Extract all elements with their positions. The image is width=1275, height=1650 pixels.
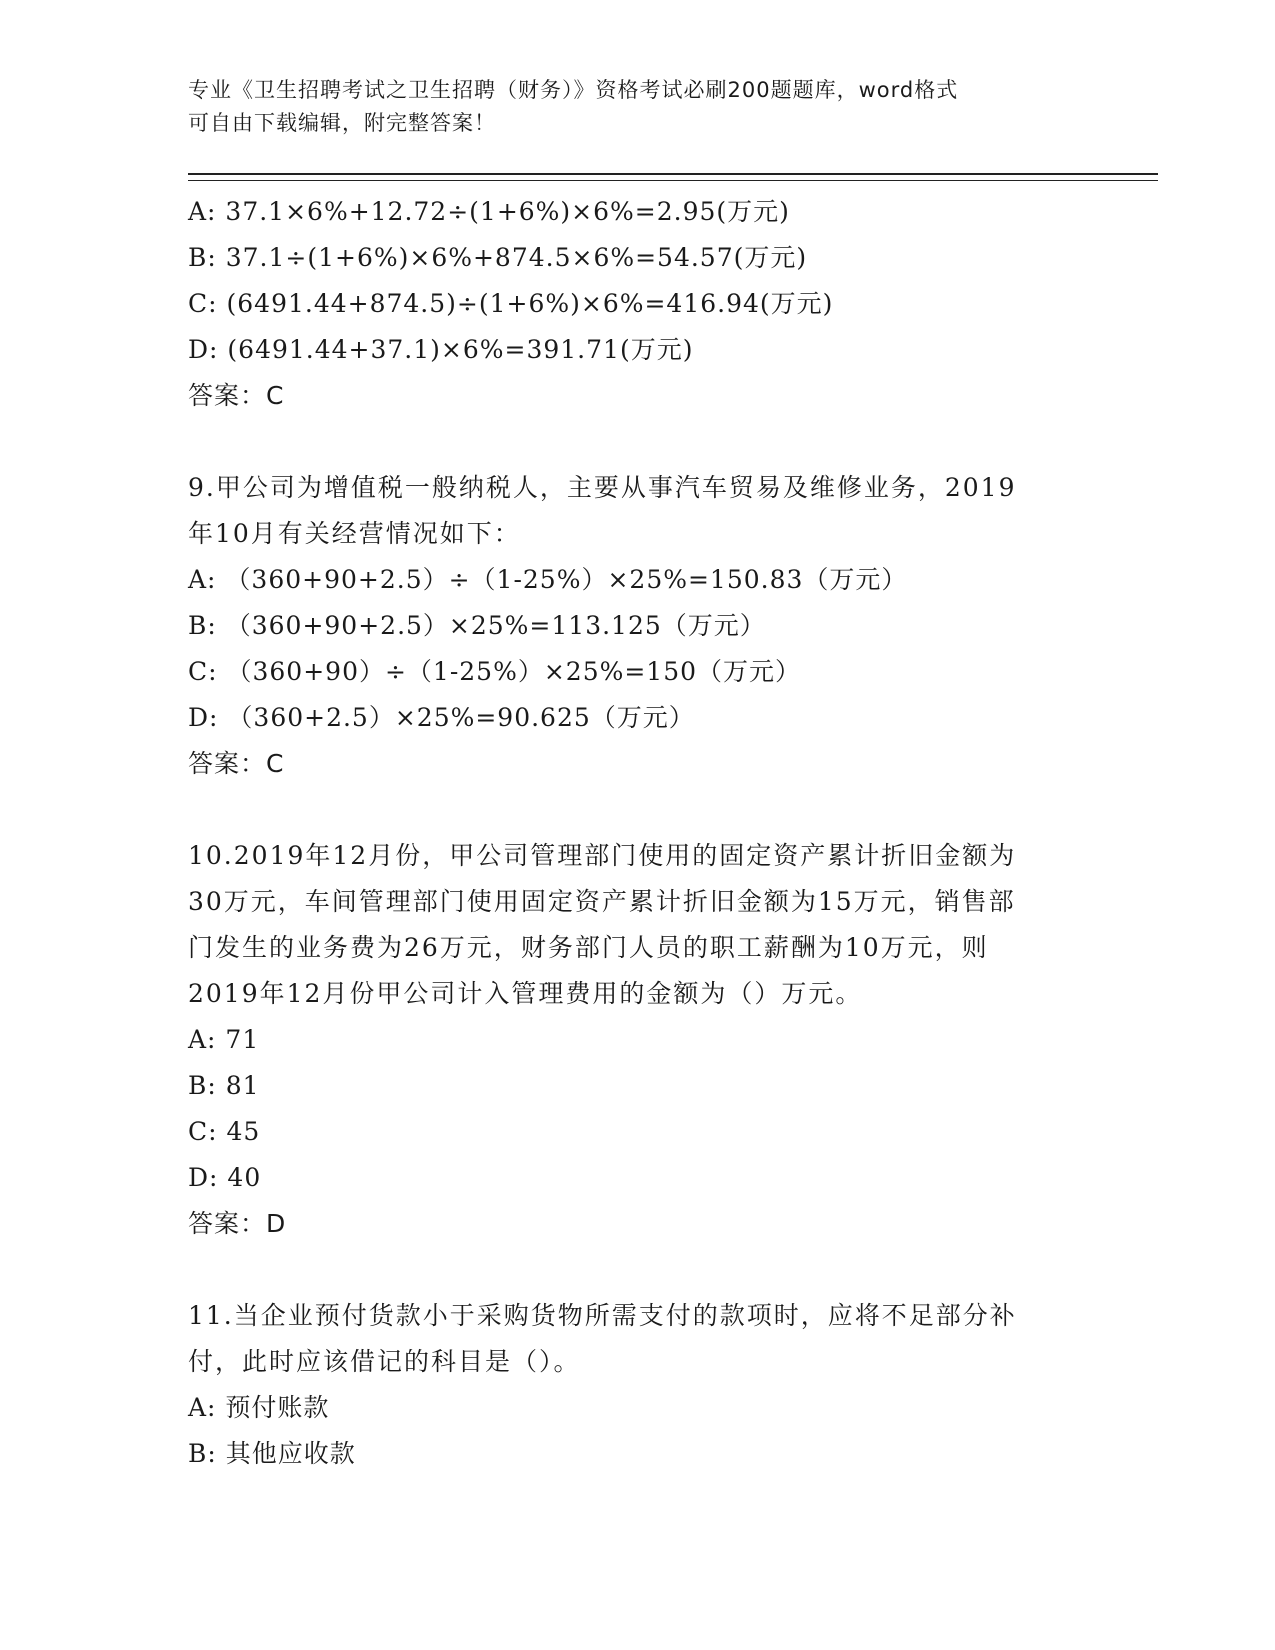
option-d: D: (6491.44+37.1)×6%=391.71(万元)	[188, 335, 694, 364]
option-a: A: （360+90+2.5）÷（1-25%）×25%=150.83（万元）	[188, 565, 908, 594]
question-stem-line: 11.当企业预付货款小于采购货物所需支付的款项时，应将不足部分补	[188, 1301, 1017, 1330]
option-b: B: 37.1÷(1+6%)×6%+874.5×6%=54.57(万元)	[188, 243, 808, 272]
answer: 答案：D	[188, 1209, 287, 1238]
document-body	[188, 189, 1088, 1477]
header-line-2: 可自由下载编辑，附完整答案！	[188, 111, 496, 135]
option-c: C: (6491.44+874.5)÷(1+6%)×6%=416.94(万元)	[188, 289, 834, 318]
option-c: C: （360+90）÷（1-25%）×25%=150（万元）	[188, 657, 802, 686]
question-9	[188, 465, 1088, 787]
question-10	[188, 833, 1088, 1247]
question-stem-line: 付，此时应该借记的科目是（）。	[188, 1347, 581, 1376]
option-a: A: 预付账款	[188, 1393, 330, 1422]
spacer	[188, 419, 1088, 465]
option-d: D: （360+2.5）×25%=90.625（万元）	[188, 703, 695, 732]
header-line-1: 专业《卫生招聘考试之卫生招聘（财务）》资格考试必刷200题题库，word格式	[188, 78, 959, 102]
option-b: B: 其他应收款	[188, 1439, 356, 1468]
option-a: A: 37.1×6%+12.72÷(1+6%)×6%=2.95(万元)	[188, 197, 790, 226]
document-header	[188, 74, 1068, 140]
question-stem-line: 年10月有关经营情况如下：	[188, 519, 521, 548]
question-stem-line: 30万元，车间管理部门使用固定资产累计折旧金额为15万元，销售部	[188, 887, 1016, 916]
header-rule-thin	[188, 180, 1158, 181]
answer: 答案：C	[188, 749, 285, 778]
answer: 答案：C	[188, 381, 285, 410]
option-c: C: 45	[188, 1117, 261, 1146]
option-b: B: 81	[188, 1071, 260, 1100]
question-11	[188, 1293, 1088, 1477]
question-stem-line: 2019年12月份甲公司计入管理费用的金额为（）万元。	[188, 979, 863, 1008]
question-stem-line: 10.2019年12月份，甲公司管理部门使用的固定资产累计折旧金额为	[188, 841, 1017, 870]
option-b: B: （360+90+2.5）×25%=113.125（万元）	[188, 611, 766, 640]
header-rule-thick	[188, 173, 1158, 175]
option-a: A: 71	[188, 1025, 260, 1054]
question-8	[188, 189, 1088, 419]
question-stem-line: 门发生的业务费为26万元，财务部门人员的职工薪酬为10万元，则	[188, 933, 989, 962]
question-stem-line: 9.甲公司为增值税一般纳税人，主要从事汽车贸易及维修业务，2019	[188, 473, 1017, 502]
option-d: D: 40	[188, 1163, 262, 1192]
spacer	[188, 1247, 1088, 1293]
spacer	[188, 787, 1088, 833]
